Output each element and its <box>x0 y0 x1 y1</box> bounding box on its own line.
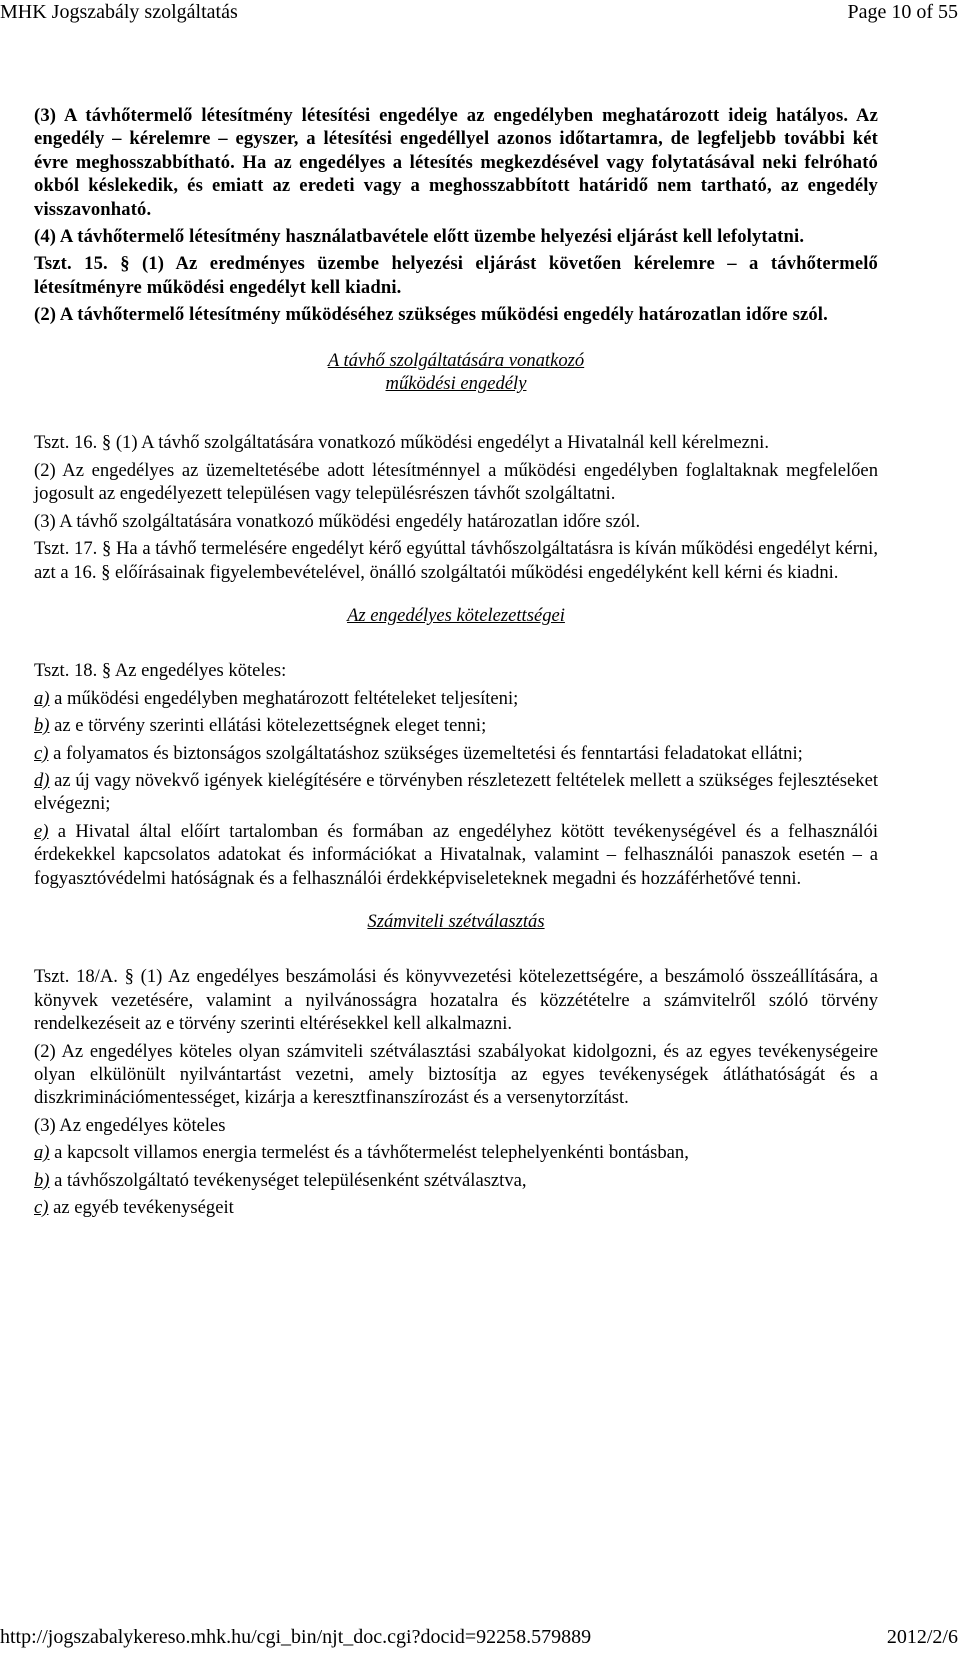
list-text-d: az új vagy növekvő igények kielégítésére e törvényben részletezett feltételek mellett a szükséges fejlesztéseket elvégezni; <box>34 769 878 815</box>
paragraph-tszt-17: Tszt. 17. § Ha a távhő termelésére engedélyt kérő egyúttal távhőszolgáltatásra is kíván működési engedélyt kérni, azt a 16. § előírásainak figyelembevételével, önálló szolgáltatói működési engedélyként kell kérni és kiadni. <box>34 538 878 583</box>
page-number: Page 10 of 55 <box>847 1 958 23</box>
section-heading-kotelezettsegei: Az engedélyes kötelezettségei <box>347 604 565 626</box>
list-text-a2: a kapcsolt villamos energia termelést és a távhőtermelést telephelyenkénti bontásban, <box>49 1142 689 1164</box>
paragraph-tszt-18: Tszt. 18. § Az engedélyes köteles: <box>34 660 287 682</box>
page-footer <box>0 1624 960 1652</box>
list-label-c2: c) <box>34 1197 49 1219</box>
paragraph-tszt-16-2: (2) Az engedélyes az üzemeltetésébe adott létesítménnyel a működési engedélyben foglaltaknak megfelelően jogosult az engedélyezett településen vagy településrészen távhőt szolgáltatni. <box>34 459 878 505</box>
section-heading-szamviteli: Számviteli szétválasztás <box>367 910 545 932</box>
list-item-c <box>34 742 878 765</box>
paragraph-3-3-cont: Ha az engedélyes a létesítés megkezdésével vagy folytatásával neki felróható okból késlekedik, és emiatt az eredeti vagy a meghosszabbított határidő nem tartható, az engedély visszavonható. <box>34 151 878 220</box>
list-label-e: e) <box>34 820 49 842</box>
list-text-b: az e törvény szerinti ellátási kötelezettségnek eleget tenni; <box>49 715 487 737</box>
list-label-c: c) <box>34 742 49 764</box>
footer-date: 2012/2/6 <box>886 1626 958 1648</box>
paragraph-3-3 <box>34 104 878 221</box>
paragraph-tszt-16-3: (3) A távhő szolgáltatására vonatkozó működési engedély határozatlan időre szól. <box>34 510 641 532</box>
header-title: MHK Jogszabály szolgáltatás <box>0 1 238 23</box>
list-label-b2: b) <box>34 1169 50 1191</box>
paragraph-tszt-15-1: Tszt. 15. § (1) Az eredményes üzembe helyezési eljárást követően kérelemre – a távhőtermelő létesítményre működési engedélyt kell kiadni. <box>34 253 878 298</box>
list-text-c: a folyamatos és biztonságos szolgáltatáshoz szükséges üzemeltetési és fenntartási feladatokat ellátni; <box>48 742 803 764</box>
list-label-a: a) <box>34 687 50 709</box>
paragraph-tszt-18a-2: (2) Az engedélyes köteles olyan számviteli szétválasztási szabályokat kidolgozni, és az egyes tevékenységeire olyan elkülönült nyilvántartást vezetni, amely biztosítja az egyes tevékenységek átláthatóságát és a diszkriminációmentességet, kizárja a keresztfinanszírozást és a versenytorzítást. <box>34 1040 878 1109</box>
list-item-b <box>34 714 878 737</box>
footer-url[interactable]: http://jogszabalykereso.mhk.hu/cgi_bin/njt_doc.cgi?docid=92258.579889 <box>0 1626 592 1648</box>
list-item-b2 <box>34 1169 878 1192</box>
list-item-a <box>34 687 878 710</box>
heading-line-2: működési engedély <box>385 373 527 395</box>
paragraph-3-4: (4) A távhőtermelő létesítmény használatbavétele előtt üzembe helyezési eljárást kell lefolytatni. <box>34 226 805 248</box>
page-header <box>0 0 960 26</box>
list-text-b2: a távhőszolgáltató tevékenységet településenként szétválasztva, <box>49 1169 527 1191</box>
paragraph-tszt-15-2: (2) A távhőtermelő létesítmény működéséhez szükséges működési engedély határozatlan időre szól. <box>34 304 828 326</box>
list-label-b: b) <box>34 715 50 737</box>
paragraph-tszt-18a-1: Tszt. 18/A. § (1) Az engedélyes beszámolási és könyvvezetési kötelezettségére, a beszámoló összeállítására, a könyvek vezetésére, valamint a nyilvánosságra hozatalra és közzétételre a számvitelről szóló törvény rendelkezéseit az e törvény szerinti eltérésekkel kell alkalmazni. <box>34 966 878 1035</box>
list-label-a2: a) <box>34 1142 50 1164</box>
paragraph-3-3-text: (3) A távhőtermelő létesítmény létesítési engedélye az engedélyben meghatározott ideig hatályos. Az engedély – kérelemre – egyszer, a létesítési engedéllyel azonos időtartamra, de legfeljebb további két évre meghosszabbítható. <box>34 105 878 173</box>
list-text-e: a Hivatal által előírt tartalomban és formában az engedélyhez kötött tevékenységével és a felhasználói érdekekkel kapcsolatos adatokat és információkat a Hivatalnak, valamint – felhasználói panaszok esetén – a fogyasztóvédelmi hatóságnak és a felhasználói érdekképviseleteknek megadni és hozzáférhetővé tenni. <box>34 820 878 889</box>
section-heading-mukodesi-engedely <box>34 349 878 396</box>
list-text-c2: az egyéb tevékenységeit <box>48 1197 234 1219</box>
list-label-d: d) <box>34 769 50 791</box>
list-text-a: a működési engedélyben meghatározott feltételeket teljesíteni; <box>49 687 519 709</box>
paragraph-tszt-16-1: Tszt. 16. § (1) A távhő szolgáltatására vonatkozó működési engedélyt a Hivatalnál kell kérelmezni. <box>34 432 769 454</box>
paragraph-tszt-18a-3: (3) Az engedélyes köteles <box>34 1114 226 1136</box>
list-item-d <box>34 769 878 816</box>
list-item-a2 <box>34 1141 878 1164</box>
document-body <box>34 104 878 1219</box>
list-item-e <box>34 820 878 890</box>
heading-line-1: A távhő szolgáltatására vonatkozó <box>327 349 585 371</box>
list-item-c2 <box>34 1196 878 1219</box>
